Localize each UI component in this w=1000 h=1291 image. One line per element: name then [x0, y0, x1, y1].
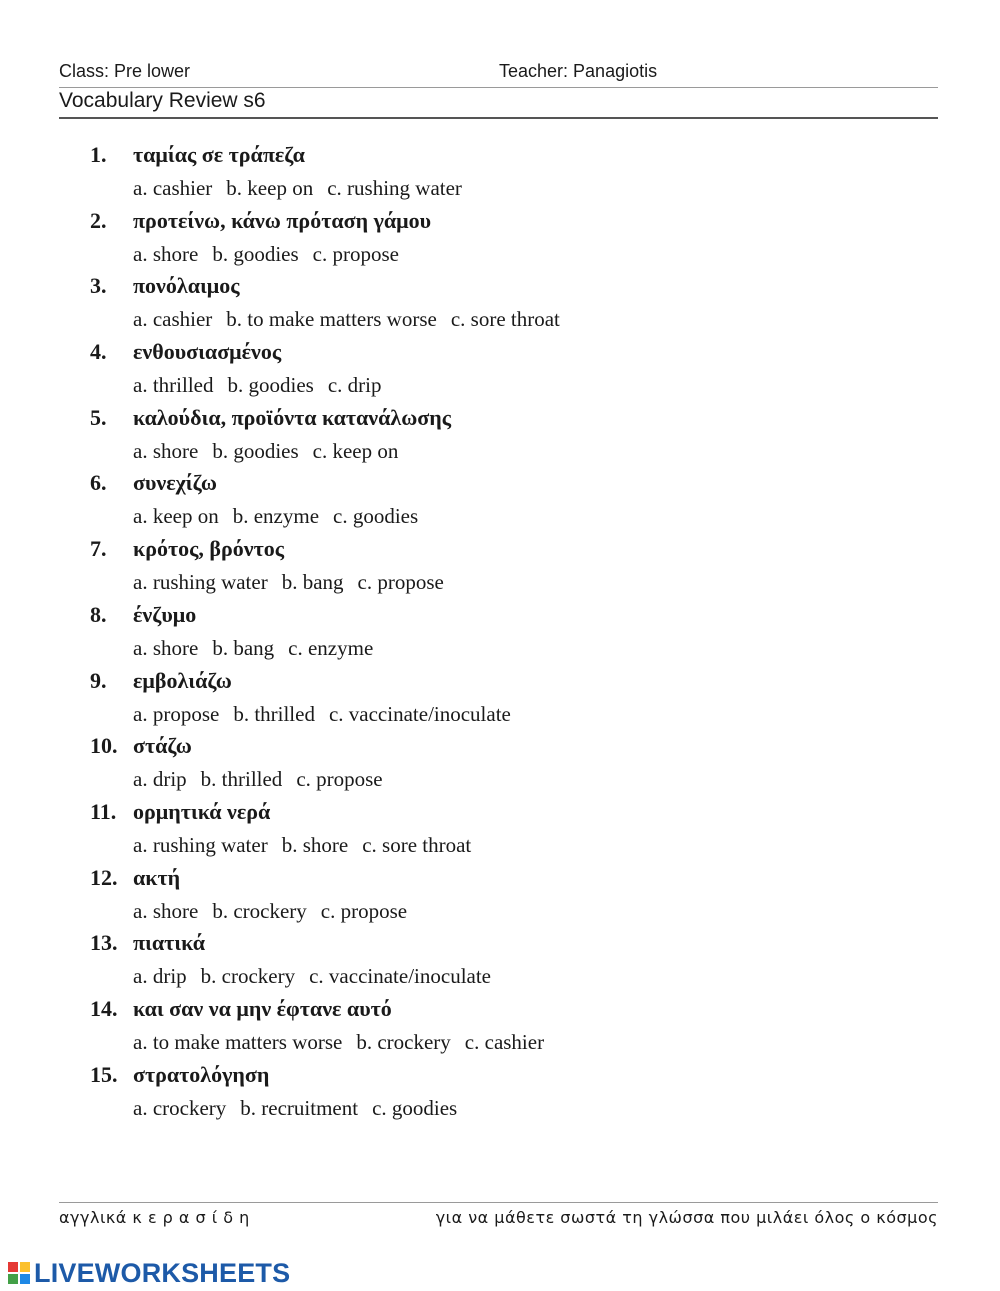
header-divider: [59, 87, 938, 88]
answer-option[interactable]: a. shore: [133, 241, 199, 266]
answer-option[interactable]: c. enzyme: [288, 635, 374, 660]
answer-options: [133, 964, 505, 989]
answer-option[interactable]: a. cashier: [133, 307, 213, 332]
answer-options: [133, 767, 397, 792]
answer-options: [133, 242, 413, 267]
answer-option[interactable]: c. sore throat: [450, 307, 560, 332]
answer-option[interactable]: a. crockery: [133, 1095, 227, 1120]
answer-options: [133, 899, 421, 924]
answer-option[interactable]: a. shore: [133, 898, 199, 923]
worksheet-header: [59, 61, 938, 85]
answer-options: [133, 176, 476, 201]
answer-options: [133, 1096, 471, 1121]
answer-option[interactable]: a. rushing water: [133, 832, 268, 857]
question-number: 12.: [90, 864, 118, 890]
question-item: [0, 996, 1000, 1062]
answer-option[interactable]: b. crockery: [356, 1029, 451, 1054]
question-number: 11.: [90, 798, 117, 824]
answer-options: [133, 570, 458, 595]
question-number: 8.: [90, 601, 107, 627]
footer: [59, 1208, 938, 1227]
answer-option[interactable]: a. rushing water: [133, 570, 268, 595]
answer-option[interactable]: a. drip: [133, 767, 187, 792]
question-list: [0, 142, 1000, 1127]
worksheet-title: Vocabulary Review s6: [59, 89, 266, 112]
title-divider: [59, 117, 938, 119]
question-number: 3.: [90, 273, 107, 299]
answer-options: [133, 439, 412, 464]
answer-option[interactable]: c. keep on: [312, 438, 399, 463]
question-item: [0, 470, 1000, 536]
question-prompt: πονόλαιμος: [133, 273, 240, 299]
question-item: [0, 536, 1000, 602]
question-prompt: πιατικά: [133, 930, 205, 956]
class-label: Class: Pre lower: [59, 61, 191, 81]
question-item: [0, 799, 1000, 865]
footer-right-text: για να μάθετε σωστά τη γλώσσα που μιλάει όλος ο κόσμος: [435, 1208, 938, 1227]
answer-option[interactable]: b. to make matters worse: [226, 307, 437, 332]
question-number: 15.: [90, 1061, 118, 1087]
question-prompt: ορμητικά νερά: [133, 798, 271, 824]
question-number: 6.: [90, 470, 107, 496]
question-prompt: κρότος, βρόντος: [133, 536, 285, 562]
question-item: [0, 405, 1000, 471]
logo-text: LIVEWORKSHEETS: [34, 1257, 291, 1288]
answer-option[interactable]: a. keep on: [133, 504, 219, 529]
teacher-label: Teacher: Panagiotis: [499, 61, 658, 81]
answer-option[interactable]: b. crockery: [212, 898, 307, 923]
question-prompt: εμβολιάζω: [133, 667, 232, 693]
answer-option[interactable]: c. cashier: [464, 1029, 545, 1054]
question-number: 5.: [90, 404, 107, 430]
question-prompt: προτείνω, κάνω πρόταση γάμου: [133, 207, 432, 233]
question-item: [0, 602, 1000, 668]
footer-divider: [59, 1202, 938, 1203]
answer-option[interactable]: b. goodies: [212, 241, 299, 266]
answer-option[interactable]: b. recruitment: [240, 1095, 359, 1120]
question-number: 4.: [90, 339, 107, 365]
answer-option[interactable]: b. goodies: [227, 373, 314, 398]
answer-options: [133, 636, 387, 661]
answer-option[interactable]: b. crockery: [200, 964, 296, 989]
answer-option[interactable]: c. goodies: [333, 504, 419, 529]
answer-option[interactable]: b. thrilled: [200, 767, 283, 792]
answer-option[interactable]: a. shore: [133, 438, 199, 463]
question-number: 7.: [90, 536, 107, 562]
logo-icon: [8, 1262, 30, 1284]
question-number: 13.: [90, 930, 118, 956]
liveworksheets-logo[interactable]: [8, 1258, 290, 1288]
question-item: [0, 865, 1000, 931]
question-item: [0, 273, 1000, 339]
question-prompt: ακτή: [133, 864, 181, 890]
question-item: [0, 733, 1000, 799]
question-prompt: ενθουσιασμένος: [133, 339, 282, 365]
question-prompt: στάζω: [133, 733, 192, 759]
answer-option[interactable]: c. propose: [312, 241, 399, 266]
question-item: [0, 930, 1000, 996]
answer-option[interactable]: b. keep on: [226, 176, 314, 200]
question-number: 1.: [90, 142, 107, 167]
answer-option[interactable]: a. to make matters worse: [133, 1029, 343, 1054]
answer-option[interactable]: c. vaccinate/inoculate: [328, 701, 511, 726]
question-item: [0, 668, 1000, 734]
answer-option[interactable]: a. shore: [133, 635, 199, 660]
answer-option[interactable]: b. bang: [212, 635, 275, 660]
answer-option[interactable]: c. vaccinate/inoculate: [309, 964, 492, 989]
question-prompt: στρατολόγηση: [133, 1061, 270, 1087]
answer-options: [133, 307, 574, 332]
answer-option[interactable]: a. thrilled: [133, 373, 214, 398]
question-prompt: συνεχίζω: [133, 470, 218, 496]
question-prompt: καλούδια, προϊόντα κατανάλωσης: [133, 404, 452, 430]
answer-option[interactable]: c. rushing water: [327, 176, 462, 200]
question-item: [0, 339, 1000, 405]
question-item: [0, 142, 1000, 208]
answer-options: [133, 504, 432, 529]
question-number: 14.: [90, 995, 118, 1021]
answer-options: [133, 1030, 558, 1055]
answer-options: [133, 833, 485, 858]
question-prompt: ταμίας σε τράπεζα: [133, 142, 305, 167]
answer-option[interactable]: b. shore: [281, 832, 349, 857]
answer-option[interactable]: c. goodies: [372, 1095, 458, 1120]
question-number: 10.: [90, 733, 118, 759]
question-prompt: ένζυμο: [133, 601, 197, 627]
answer-option[interactable]: b. bang: [281, 570, 344, 595]
answer-option[interactable]: c. propose: [320, 898, 408, 923]
question-item: [0, 208, 1000, 274]
answer-option[interactable]: b. thrilled: [233, 701, 315, 726]
answer-option[interactable]: c. drip: [327, 373, 382, 398]
question-number: 2.: [90, 207, 107, 233]
answer-option[interactable]: b. enzyme: [232, 504, 320, 529]
answer-option[interactable]: c. sore throat: [362, 832, 472, 857]
answer-option[interactable]: a. propose: [133, 701, 220, 726]
answer-options: [133, 702, 525, 727]
question-prompt: και σαν να μην έφτανε αυτό: [133, 995, 392, 1021]
footer-left-text: αγγλικά κ ε ρ α σ ί δ η: [59, 1208, 250, 1227]
answer-option[interactable]: c. propose: [357, 570, 444, 595]
answer-option[interactable]: a. cashier: [133, 176, 213, 200]
answer-option[interactable]: b. goodies: [212, 438, 299, 463]
question-number: 9.: [90, 667, 107, 693]
answer-option[interactable]: c. propose: [296, 767, 383, 792]
question-item: [0, 1062, 1000, 1128]
answer-option[interactable]: a. drip: [133, 964, 187, 989]
answer-options: [133, 373, 395, 398]
